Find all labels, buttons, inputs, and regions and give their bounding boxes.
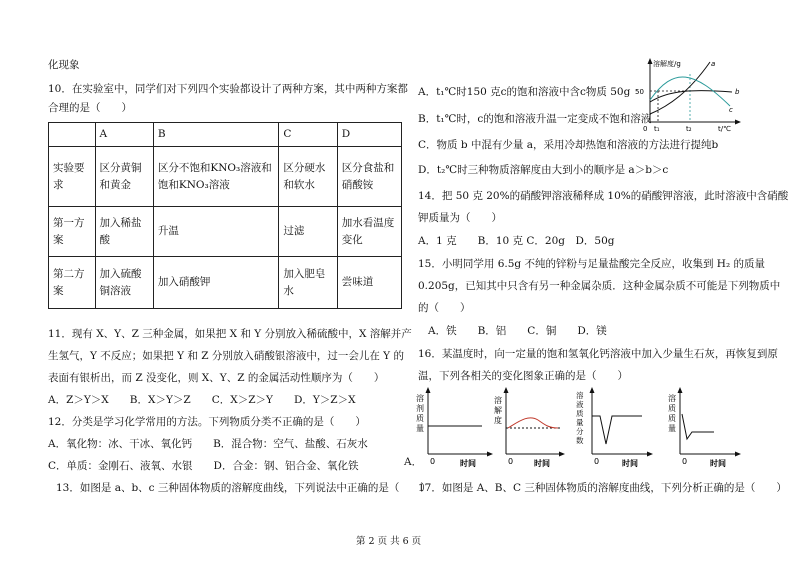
table-cell: 加入硫酸铜溶液 (95, 257, 153, 309)
ylabel-char: 分 (576, 427, 584, 436)
xlabel: 时间 (622, 459, 638, 468)
table-cell: 第一方案 (49, 207, 96, 257)
q12-options-cd: C．单质：金刚石、液氧、水银 D．合金：钢、铝合金、氧化铁 (48, 460, 359, 472)
graph-t1: t₁ (654, 125, 660, 133)
curve-b-label: b (735, 88, 740, 96)
y-axis-arrow (678, 387, 683, 393)
graph-t2: t₂ (686, 125, 692, 133)
q16-label-a: A． (404, 456, 423, 468)
ylabel-char: 量 (576, 418, 584, 427)
q13-option-d: D．t₂℃时三种物质溶解度由大到小的顺序是 a＞b＞c (418, 164, 669, 176)
ylabel-char: 剂 (416, 404, 424, 413)
q10-stem-1: 10．在实验室中，同学们对下列四个实验都设计了两种方案，其中两种方案都 (48, 83, 408, 95)
q14-options: A．1 克 B．10 克 C．20g D．50g (418, 235, 615, 247)
ylabel-char: 数 (576, 436, 584, 445)
x-axis-arrow (647, 452, 653, 457)
table-cell: 区分硬水和软水 (279, 147, 337, 207)
x-axis-arrow (735, 120, 741, 125)
table-header-cell: A (95, 123, 153, 147)
ylabel-char: 度 (494, 416, 502, 425)
xlabel: 时间 (710, 459, 726, 468)
q15-stem-1: 15．小明同学用 6.5g 不纯的锌粉与足量盐酸完全反应，收集到 H₂ 的质量 (418, 258, 765, 270)
origin-label: 0 (508, 457, 514, 466)
graph-unit: t/℃ (718, 125, 731, 133)
q16-stem-2: 温，下列各相关的变化图象正确的是（ ） (418, 370, 628, 382)
table-row (49, 147, 402, 207)
x-axis-arrow (559, 452, 565, 457)
q11-options: A．Z＞Y＞X B．X＞Y＞Z C．X＞Z＞Y D．Y＞Z＞X (48, 394, 356, 406)
table-row (49, 207, 402, 257)
ylabel-char: 质 (416, 414, 424, 423)
page-footer: 第 2 页 共 6 页 (356, 536, 422, 547)
carry-over-text: 化现象 (48, 59, 80, 71)
ylabel-char: 解 (494, 406, 502, 415)
y-axis-arrow (648, 58, 653, 64)
ylabel-char: 溶 (576, 391, 584, 400)
q10-stem-2: 合理的是（ ） (48, 102, 132, 114)
table-cell: 区分食盐和硝酸铵 (337, 147, 401, 207)
q16-graph-b (486, 384, 566, 470)
table-cell: 尝味道 (337, 257, 401, 309)
curve-a (650, 62, 710, 114)
q10-options-table (48, 122, 402, 309)
q16-graph-d (660, 384, 742, 470)
y-axis-arrow (590, 387, 595, 393)
table-cell: 加入硝酸钾 (153, 257, 279, 309)
graph-ylabel: 溶解度/g (653, 60, 681, 68)
origin-label: 0 (594, 457, 600, 466)
ylabel-char: 量 (416, 424, 424, 433)
table-cell: 区分不饱和KNO₃溶液和饱和KNO₃溶液 (153, 147, 279, 207)
x-axis-arrow (735, 452, 741, 457)
q17-stem: 17．如图是 A、B、C 三种固体物质的溶解度曲线，下列分析正确的是（ ） (418, 482, 787, 494)
table-header-cell: C (279, 123, 337, 147)
table-cell: 区分黄铜和黄金 (95, 147, 153, 207)
q11-stem-3: 表面有银析出，而 Z 没变化，则 X、Y、Z 的金属活动性顺序为（ ） (48, 372, 385, 384)
q15-options: A．铁 B．铝 C．铜 D．镁 (428, 325, 607, 337)
q16-graph-a (414, 384, 494, 470)
q12-options-ab: A．氧化物：冰、干冰、氧化钙 B．混合物：空气、盐酸、石灰水 (48, 438, 368, 450)
origin-label: 0 (430, 457, 436, 466)
table-cell: 实验要求 (49, 147, 96, 207)
series-line (682, 414, 714, 439)
q14-stem-1: 14．把 50 克 20%的硝酸钾溶液稀释成 10%的硝酸钾溶液，此时溶液中含硝酸 (418, 190, 789, 202)
q14-stem-2: 钾质量为（ ） (418, 212, 502, 224)
xlabel: 时间 (534, 459, 550, 468)
table-header-cell: B (153, 123, 279, 147)
q12-stem: 12．分类是学习化学常用的方法。下列物质分类不正确的是（ ） (48, 416, 366, 428)
q11-stem-2: 生氢气，Y 不反应；如果把 Y 和 Z 分别放入硝酸银溶液中，过一会儿在 Y 的 (48, 350, 404, 362)
ylabel-char: 质 (668, 404, 676, 413)
q13-option-b: B．t₁℃时，c的饱和溶液升温一定变成不饱和溶液 (418, 113, 652, 125)
origin-label: 0 (682, 457, 688, 466)
q13-option-c: C．物质 b 中混有少量 a，采用冷却热饱和溶液的方法进行提纯b (418, 139, 719, 151)
table-header-cell (49, 123, 96, 147)
curve-c-label: c (729, 106, 733, 114)
ylabel-char: 溶 (668, 394, 676, 403)
q16-stem-1: 16．某温度时，向一定量的饱和氢氧化钙溶液中加入少量生石灰，再恢复到原 (418, 348, 778, 360)
ylabel-char: 液 (576, 400, 584, 409)
table-row (49, 257, 402, 309)
series-curve (508, 418, 558, 428)
series-line (592, 416, 642, 444)
table-cell: 第二方案 (49, 257, 96, 309)
y-axis-arrow (504, 387, 509, 393)
table-cell: 加入稀盐酸 (95, 207, 153, 257)
table-cell: 加水看温度变化 (337, 207, 401, 257)
q13-option-a: A．t₁℃时150 克c的饱和溶液中含c物质 50g (418, 86, 631, 98)
q15-stem-3: 的（ ） (418, 302, 471, 314)
xlabel: 时间 (460, 459, 476, 468)
curve-a-label: a (711, 60, 716, 68)
q11-stem-1: 11．现有 X、Y、Z 三种金属，如果把 X 和 Y 分别放入稀硫酸中，X 溶解并产 (48, 328, 412, 340)
y-axis-arrow (426, 387, 431, 393)
q15-stem-2: 0.205g，已知其中只含有另一种金属杂质．这种金属杂质不可能是下列物质中 (418, 280, 781, 292)
table-cell: 过滤 (279, 207, 337, 257)
ylabel-char: 溶 (416, 394, 424, 403)
ylabel-char: 质 (576, 409, 584, 418)
q13-solubility-graph (634, 56, 744, 134)
table-cell: 加入肥皂水 (279, 257, 337, 309)
ylabel-char: 量 (668, 424, 676, 433)
ylabel-char: 质 (668, 414, 676, 423)
ylabel-char: 溶 (494, 396, 502, 405)
graph-origin: 0 (643, 125, 648, 133)
q13-stem: 13．如图是 a、b、c 三种固体物质的溶解度曲线，下列说法中正确的是（ ） (56, 482, 431, 494)
table-header-cell: D (337, 123, 401, 147)
table-cell: 升温 (153, 207, 279, 257)
q16-graph-c (572, 384, 654, 470)
graph-y50: 50 (635, 88, 644, 96)
